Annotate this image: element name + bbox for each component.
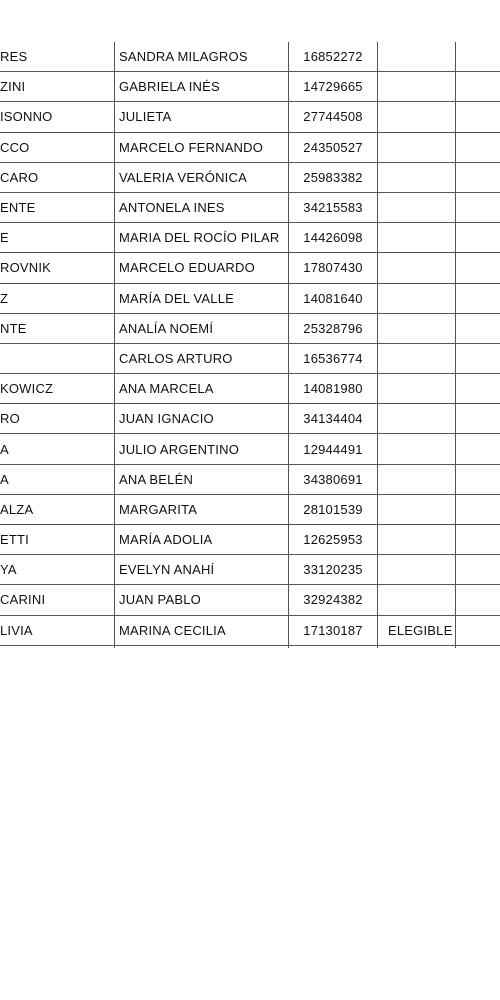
cell-dni: 16852272 [303,49,363,65]
cell-surname: A [0,441,9,457]
table-row [0,253,500,283]
table-row [0,555,500,585]
cell-given-names: EVELYN ANAHÍ [119,562,215,578]
cell-status: ELEGIBLE [388,622,453,638]
cell-given-names: MARCELO FERNANDO [119,139,264,155]
cell-given-names: MARINA CECILIA [119,622,226,638]
cell-given-names: JUAN IGNACIO [119,411,214,427]
cell-given-names: JUAN PABLO [119,592,201,608]
cell-status [382,42,454,71]
cell-status [382,314,454,343]
cell-surname: LIVIA [0,622,33,638]
cell-status [382,102,454,131]
cell-status [382,404,454,433]
cell-status [382,434,454,463]
table-row [0,102,500,132]
table-row [0,223,500,253]
table-row [0,434,500,464]
cell-surname: ZINI [0,79,26,95]
cell-dni: 17807430 [303,260,363,276]
cell-surname: ISONNO [0,109,53,125]
cell-dni: 14426098 [303,230,363,246]
table-body [0,42,500,646]
cell-surname: CARINI [0,592,46,608]
cell-dni: 12625953 [303,532,363,548]
cell-given-names: JULIETA [119,109,172,125]
cell-status [382,495,454,524]
cell-status [382,253,454,282]
table-row [0,133,500,163]
cell-surname: ROVNIK [0,260,52,276]
table-row [0,193,500,223]
cell-dni: 16536774 [303,350,363,366]
cell-surname [0,344,114,373]
cell-given-names: GABRIELA INÉS [119,79,220,95]
cell-dni: 34134404 [303,411,363,427]
cell-dni: 34215583 [303,200,363,216]
cell-status [382,193,454,222]
cell-surname: CARO [0,169,39,185]
cell-surname: NTE [0,320,27,336]
cell-dni: 25328796 [303,320,363,336]
cell-status [382,223,454,252]
cell-surname: RO [0,411,20,427]
table-row [0,616,500,646]
table-row [0,495,500,525]
cell-dni: 14081980 [303,381,363,397]
cell-surname: Z [0,290,9,306]
cell-given-names: SANDRA MILAGROS [119,49,248,65]
cell-status [382,374,454,403]
cell-status [382,284,454,313]
cell-surname: ENTE [0,200,36,216]
cell-dni: 17130187 [303,622,363,638]
table-row [0,163,500,193]
cell-status [382,72,454,101]
cell-given-names: MARÍA ADOLIA [119,532,213,548]
cell-surname: CCO [0,139,30,155]
cell-status [382,525,454,554]
cell-dni: 12944491 [303,441,363,457]
table-row [0,42,500,72]
cell-dni: 25983382 [303,169,363,185]
cell-dni: 33120235 [303,562,363,578]
table-row [0,374,500,404]
table-row [0,585,500,615]
cell-given-names: ANA MARCELA [119,381,214,397]
table-row [0,465,500,495]
cell-surname: RES [0,49,28,65]
cell-dni: 32924382 [303,592,363,608]
cell-dni: 14729665 [303,79,363,95]
cell-given-names: MARÍA DEL VALLE [119,290,234,306]
table-row [0,72,500,102]
table-row [0,404,500,434]
cell-given-names: CARLOS ARTURO [119,350,233,366]
cell-surname: ALZA [0,501,34,517]
cell-status [382,344,454,373]
cell-given-names: ANTONELA INES [119,200,225,216]
cell-status [382,555,454,584]
cell-given-names: ANA BELÉN [119,471,194,487]
cell-surname: ETTI [0,532,29,548]
cell-dni: 14081640 [303,290,363,306]
cell-surname: YA [0,562,17,578]
table-row [0,314,500,344]
cell-status [382,465,454,494]
cell-dni: 34380691 [303,471,363,487]
table-row [0,344,500,374]
cell-given-names: ANALÍA NOEMÍ [119,320,214,336]
cell-dni: 27744508 [303,109,363,125]
cell-status [382,133,454,162]
cell-given-names: JULIO ARGENTINO [119,441,240,457]
cell-status [382,585,454,614]
cell-dni: 24350527 [303,139,363,155]
table-row [0,284,500,314]
cell-given-names: MARGARITA [119,501,198,517]
cell-given-names: MARCELO EDUARDO [119,260,255,276]
cell-surname: A [0,471,9,487]
cell-surname: E [0,230,9,246]
cell-surname: KOWICZ [0,381,54,397]
cell-status [382,163,454,192]
cell-given-names: VALERIA VERÓNICA [119,169,247,185]
table-row [0,525,500,555]
cell-given-names: MARIA DEL ROCÍO PILAR [119,230,280,246]
cell-dni: 28101539 [303,501,363,517]
